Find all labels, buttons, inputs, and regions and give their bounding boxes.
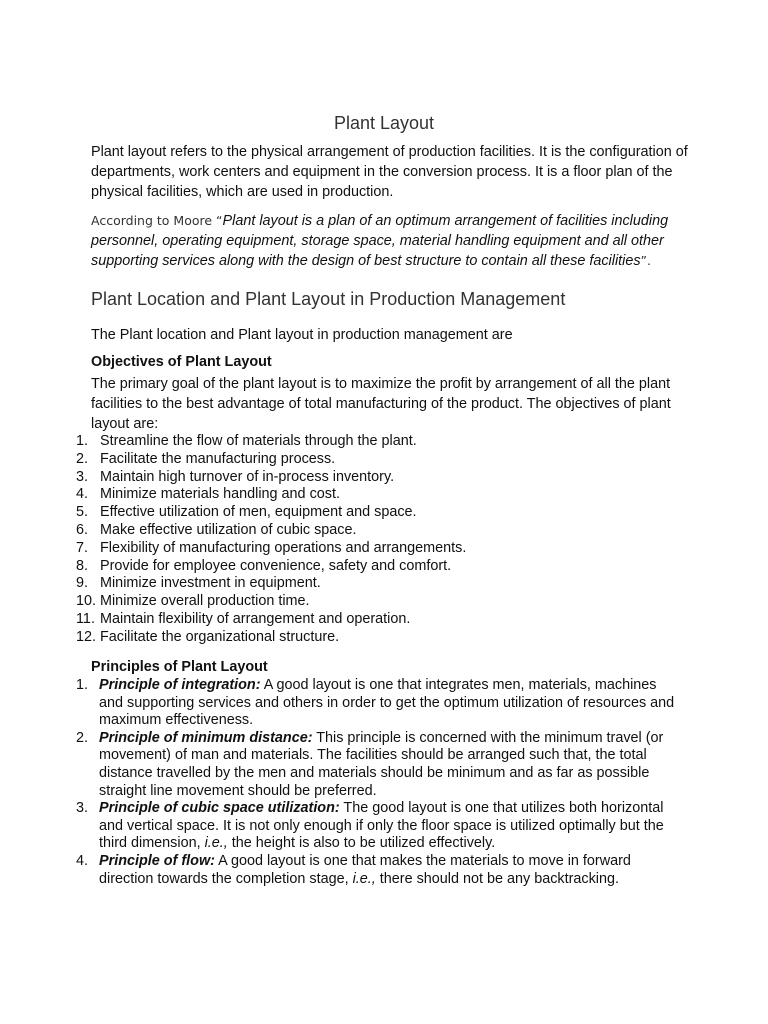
list-text: Minimize overall production time.	[100, 593, 310, 610]
quote-open-mark: “	[216, 213, 223, 228]
principle-text: The good layout is one that utilizes both horizontal and vertical space. It is not only enough if only the floor space is utilized optimally but the third dimension,	[99, 800, 664, 852]
principle-text: This principle is concerned with the minimum travel (or movement) of man and materials. The facilities should be arranged such that, the total distance travelled by the men and materials should be minimum and as far as possible straight line movement should be preferred.	[99, 729, 664, 799]
list-text: Minimize materials handling and cost.	[100, 486, 340, 503]
objectives-description: The primary goal of the plant layout is to maximize the profit by arrangement of all the plant facilities to the best advantage of total manufacturing of the product. The objectives of plant layout are:	[91, 376, 671, 432]
list-number: 5.	[76, 504, 89, 521]
principles-list	[0, 677, 679, 888]
list-number: 12.	[76, 628, 97, 645]
list-number: 10.	[76, 593, 97, 610]
list-text: Make effective utilization of cubic space.	[100, 521, 357, 538]
principle-term: Principle of cubic space utilization:	[99, 800, 340, 817]
principle-ie: i.e.,	[204, 835, 228, 852]
list-text: Streamline the flow of materials through the plant.	[100, 433, 417, 449]
list-number: 3.	[76, 468, 89, 485]
list-number: 2.	[76, 450, 89, 467]
list-number: 9.	[76, 575, 89, 592]
list-number: 2.	[76, 729, 89, 746]
page-title: Plant Layout	[333, 113, 435, 133]
principle-text: A good layout is one that integrates men, materials, machines and supporting services and others in order to get the optimum utilization of resources and maximum effectiveness.	[99, 677, 675, 729]
list-number: 4.	[76, 486, 89, 503]
principle-term: Principle of minimum distance:	[99, 729, 313, 746]
list-text: Facilitate the organizational structure.	[100, 628, 340, 645]
list-text: Minimize investment in equipment.	[100, 575, 321, 592]
list-number: 3.	[76, 800, 89, 817]
principles-heading: Principles of Plant Layout	[91, 659, 268, 675]
objectives-heading: Objectives of Plant Layout	[91, 354, 272, 370]
list-number: 8.	[76, 557, 89, 574]
principle-term: Principle of integration:	[99, 677, 261, 693]
list-item	[0, 800, 679, 853]
list-number: 4.	[76, 852, 89, 869]
quote-close-mark: ”.	[640, 253, 651, 268]
list-text	[99, 677, 679, 730]
list-text	[99, 730, 679, 800]
principle-term: Principle of flow:	[99, 852, 215, 869]
list-item	[0, 677, 679, 730]
section-intro: The Plant location and Plant layout in production management are	[91, 327, 513, 343]
list-number: 6.	[76, 521, 89, 538]
quote-text: Plant layout is a plan of an optimum arrangement of facilities including personnel, operating equipment, storage space, material handling equipment and all other supporting services along with the design of best structure to contain all these facilities	[91, 213, 669, 269]
section-heading: Plant Location and Plant Layout in Production Management	[91, 289, 566, 309]
principle-ie: i.e.,	[352, 870, 376, 887]
list-text: Facilitate the manufacturing process.	[100, 450, 336, 467]
intro-paragraph: Plant layout refers to the physical arrangement of production facilities. It is the configuration of departments, work centers and equipment in the conversion process. It is a floor plan of the physical facilities, which are used in production.	[91, 144, 688, 200]
list-item	[0, 853, 679, 888]
list-item	[0, 730, 679, 800]
principle-text: there should not be any backtracking.	[375, 870, 619, 887]
list-text: Provide for employee convenience, safety and comfort.	[100, 557, 452, 574]
list-text: Maintain flexibility of arrangement and operation.	[100, 610, 411, 627]
list-number: 11.	[76, 610, 95, 627]
list-text: Flexibility of manufacturing operations and arrangements.	[100, 539, 467, 556]
list-number: 7.	[76, 539, 89, 556]
list-text: Effective utilization of men, equipment and space.	[100, 504, 417, 521]
principle-text: the height is also to be utilized effectively.	[227, 835, 496, 852]
moore-quote	[91, 211, 691, 271]
list-number: 1.	[76, 433, 89, 449]
list-text: Maintain high turnover of in-process inventory.	[100, 468, 395, 485]
quote-lead: According to Moore	[91, 213, 213, 228]
list-text	[99, 800, 679, 853]
list-text	[99, 853, 679, 888]
principle-text: A good layout is one that makes the materials to move in forward direction towards the completion stage,	[99, 852, 631, 887]
list-number: 1.	[76, 677, 89, 693]
